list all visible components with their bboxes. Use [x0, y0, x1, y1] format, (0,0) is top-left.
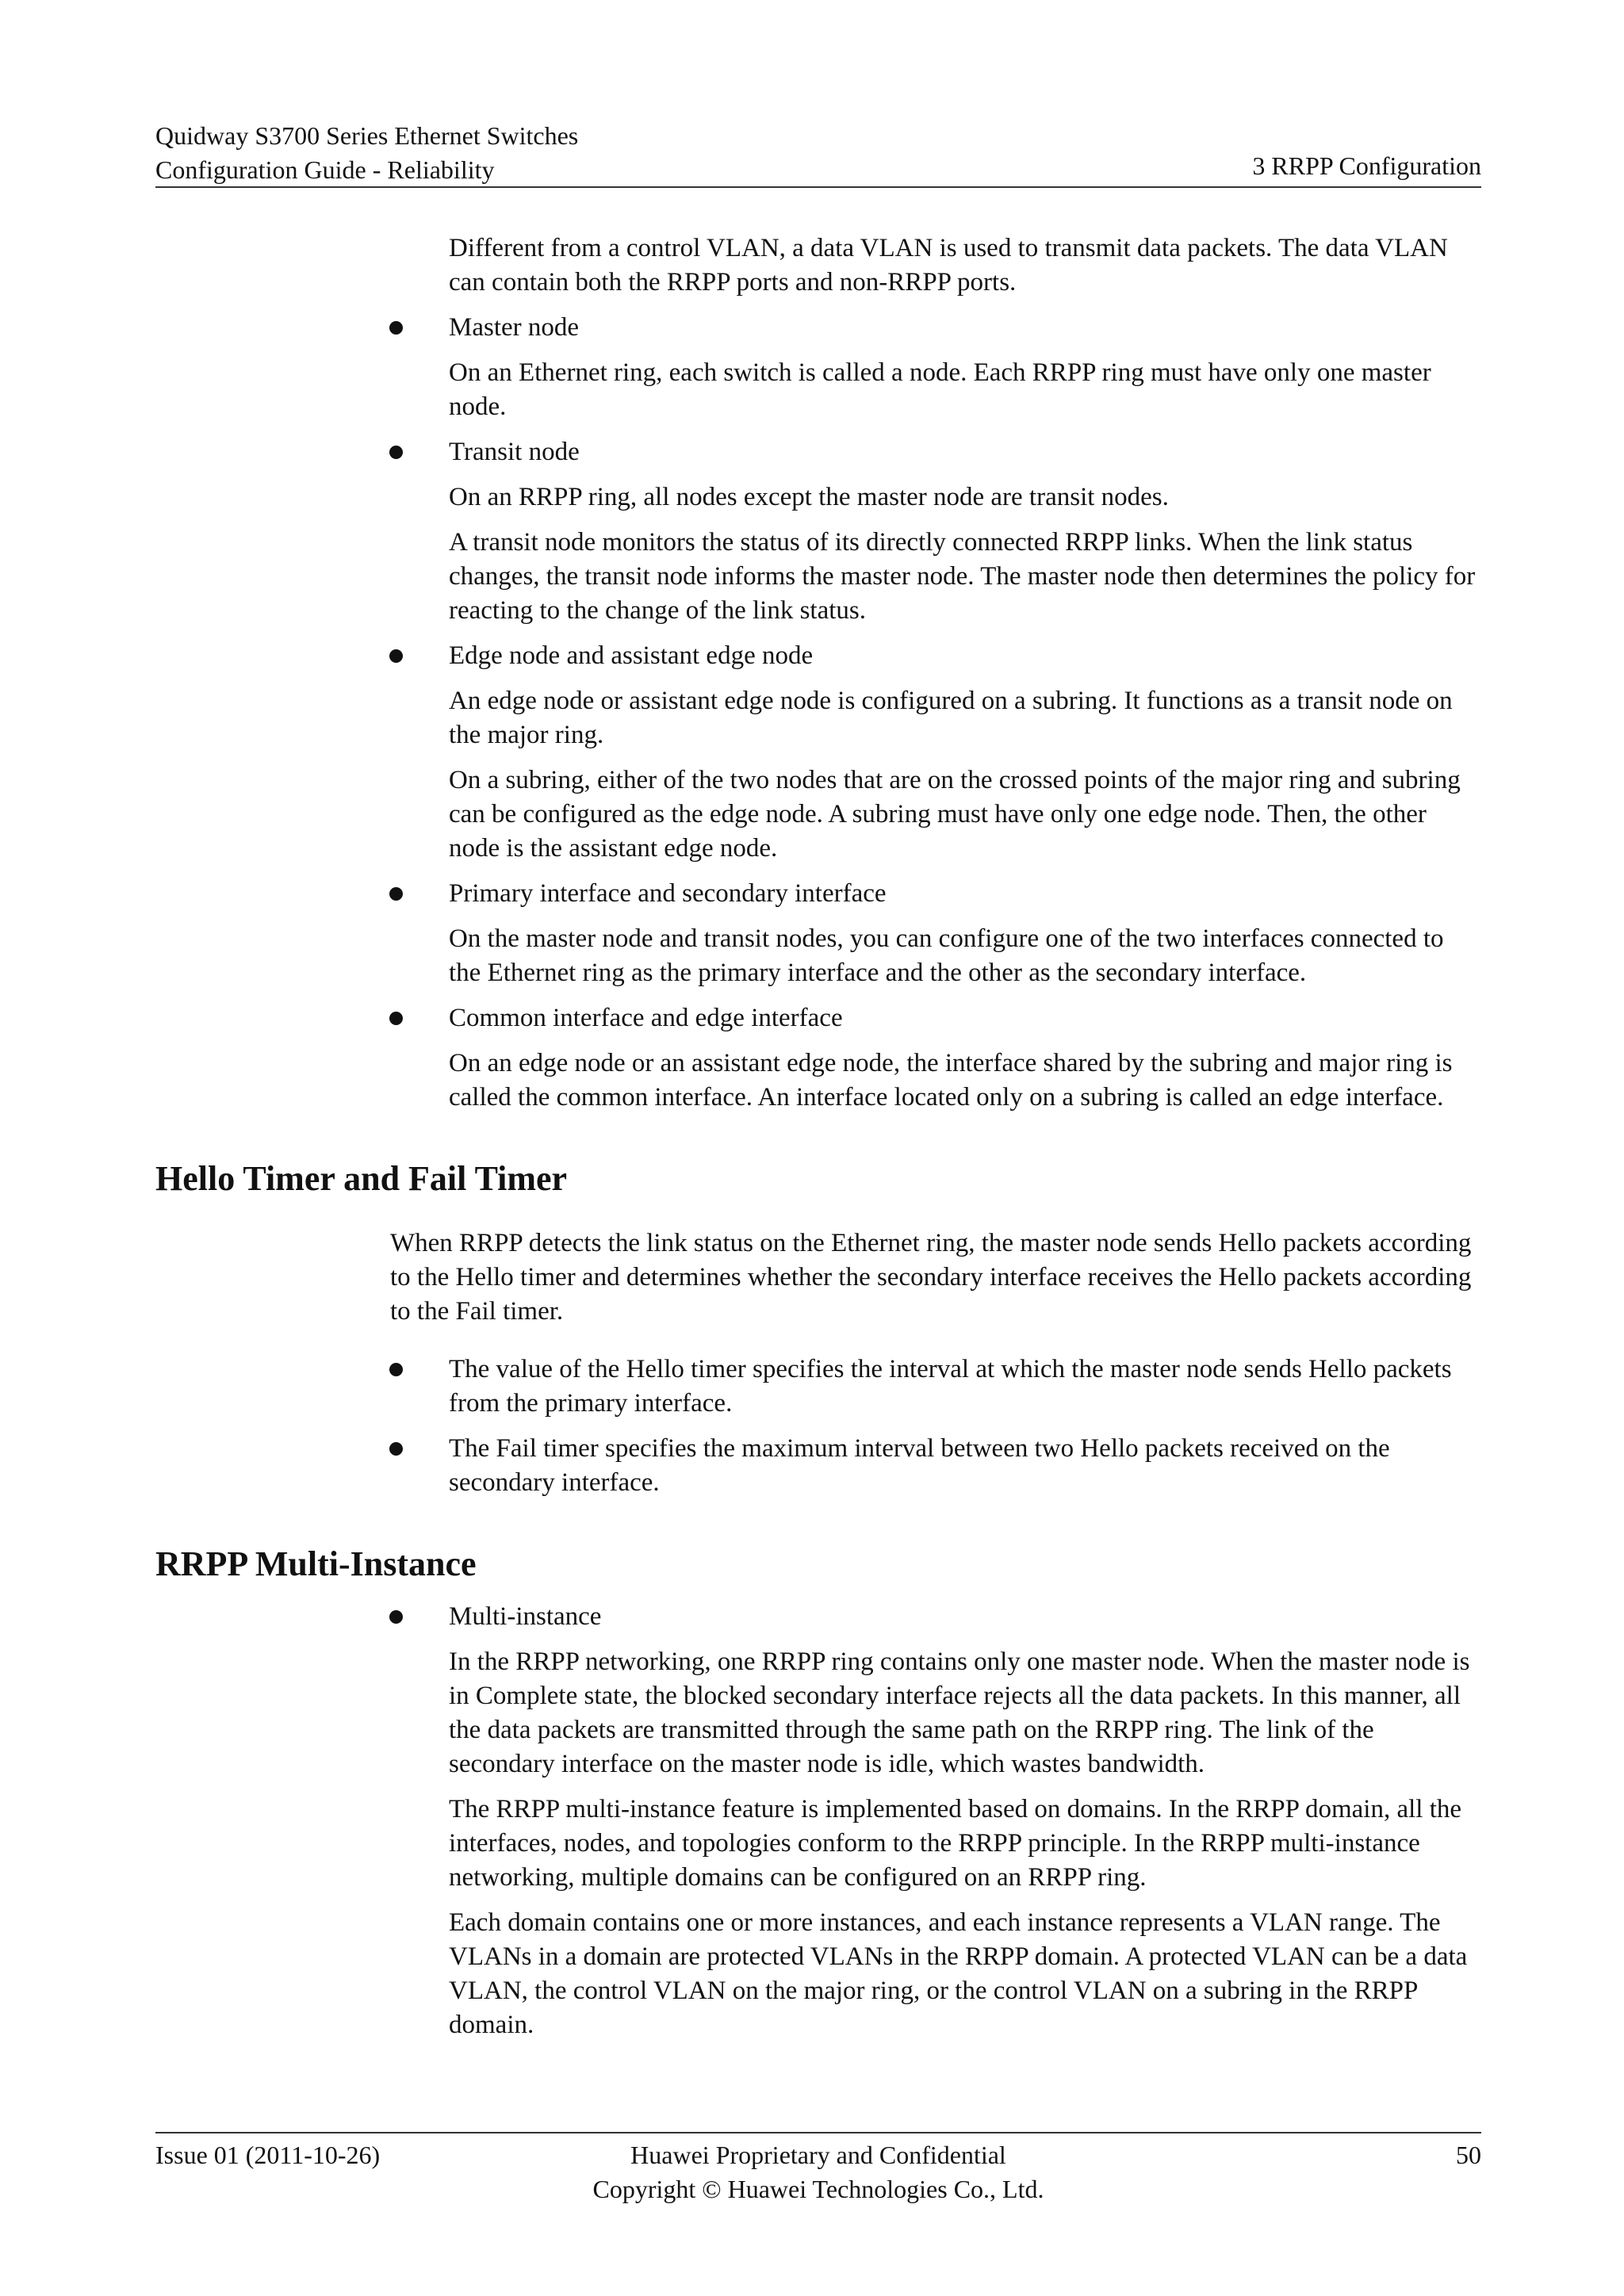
footer-copyright: Copyright © Huawei Technologies Co., Ltd.: [592, 2175, 1044, 2203]
header-left: [155, 119, 578, 187]
paragraph: In the RRPP networking, one RRPP ring contains only one master node. When the master node is in Complete state, the blocked secondary interface rejects all the data packets. In this manner, all the data packets are transmitted through the same path on the RRPP ring. The link of the secondary interface on the master node is idle, which wastes bandwidth.: [449, 1647, 1470, 1778]
list-item: [449, 1600, 1481, 1634]
paragraph: On a subring, either of the two nodes that are on the crossed points of the major ring and subring can be configured as the edge node. A subring must have only one edge node. Then, the other node is the assistant edge node.: [449, 766, 1461, 863]
page-footer: [155, 2132, 1481, 2213]
bullet-icon: [389, 1363, 403, 1376]
header-product: Quidway S3700 Series Ethernet Switches: [155, 121, 579, 150]
paragraph: On the master node and transit nodes, you can configure one of the two interfaces connected to the Ethernet ring as the primary interface and the other as the secondary interface.: [449, 924, 1444, 987]
paragraph: The RRPP multi-instance feature is implemented based on domains. In the RRPP domain, all the interfaces, nodes, and topologies conform to the RRPP principle. In the RRPP multi-instance networking, multiple domains can be configured on an RRPP ring.: [449, 1795, 1462, 1892]
list-item: [449, 639, 1481, 673]
page-number: 50: [1456, 2141, 1481, 2169]
bullet-icon: [389, 649, 403, 663]
list-item: [449, 435, 1481, 469]
list-item-text: The value of the Hello timer specifies the interval at which the master node sends Hello packets from the primary interface.: [449, 1355, 1452, 1418]
page-content: [155, 232, 1481, 2053]
list-item-title: Multi-instance: [449, 1602, 602, 1631]
paragraph: An edge node or assistant edge node is configured on a subring. It functions as a transit node on the major ring.: [449, 687, 1453, 749]
footer-confidential: Huawei Proprietary and Confidential: [630, 2141, 1006, 2169]
bullet-icon: [389, 321, 403, 335]
list-item: [449, 1001, 1481, 1035]
paragraph: Different from a control VLAN, a data VLAN is used to transmit data packets. The data VLAN can contain both the RRPP ports and non-RRPP ports.: [449, 234, 1448, 297]
bullet-icon: [389, 1442, 403, 1456]
bullet-icon: [389, 887, 403, 901]
section-heading: RRPP Multi-Instance: [155, 1544, 477, 1583]
header-guide: Configuration Guide - Reliability: [155, 155, 495, 184]
section-heading: Hello Timer and Fail Timer: [155, 1159, 568, 1198]
list-item-title: Common interface and edge interface: [449, 1004, 843, 1032]
paragraph: On an edge node or an assistant edge node, the interface shared by the subring and major ring is called the common interface. An interface located only on a subring is called an edge interface.: [449, 1049, 1453, 1112]
bullet-icon: [389, 446, 403, 459]
paragraph: When RRPP detects the link status on the Ethernet ring, the master node sends Hello packets according to the Hello timer and determines whether the secondary interface receives the Hello packets according to the Fail timer.: [390, 1229, 1472, 1326]
paragraph: Each domain contains one or more instances, and each instance represents a VLAN range. The VLANs in a domain are protected VLANs in the RRPP domain. A protected VLAN can be a data VLAN, the control VLAN on the major ring, or the control VLAN on a subring in the RRPP domain.: [449, 1908, 1468, 2039]
paragraph: On an Ethernet ring, each switch is called a node. Each RRPP ring must have only one master node.: [449, 358, 1431, 421]
footer-issue: Issue 01 (2011-10-26): [155, 2141, 381, 2169]
list-item-title: Master node: [449, 313, 580, 342]
list-item: [449, 877, 1481, 911]
list-item: [449, 311, 1481, 345]
list-item: [449, 1432, 1481, 1500]
list-item-title: Primary interface and secondary interface: [449, 879, 887, 908]
paragraph: A transit node monitors the status of its directly connected RRPP links. When the link status changes, the transit node informs the master node. The master node then determines the policy for reacting to the change of the link status.: [449, 528, 1476, 625]
list-item-text: The Fail timer specifies the maximum interval between two Hello packets received on the secondary interface.: [449, 1434, 1390, 1497]
list-item: [449, 1353, 1481, 1421]
bullet-icon: [389, 1012, 403, 1025]
list-item-title: Edge node and assistant edge node: [449, 641, 814, 670]
header-chapter: 3 RRPP Configuration: [1252, 151, 1481, 180]
list-item-title: Transit node: [449, 438, 580, 466]
page-header: [155, 119, 1481, 188]
paragraph: On an RRPP ring, all nodes except the master node are transit nodes.: [449, 483, 1169, 511]
bullet-icon: [389, 1610, 403, 1624]
footer-center: [155, 2138, 1481, 2206]
